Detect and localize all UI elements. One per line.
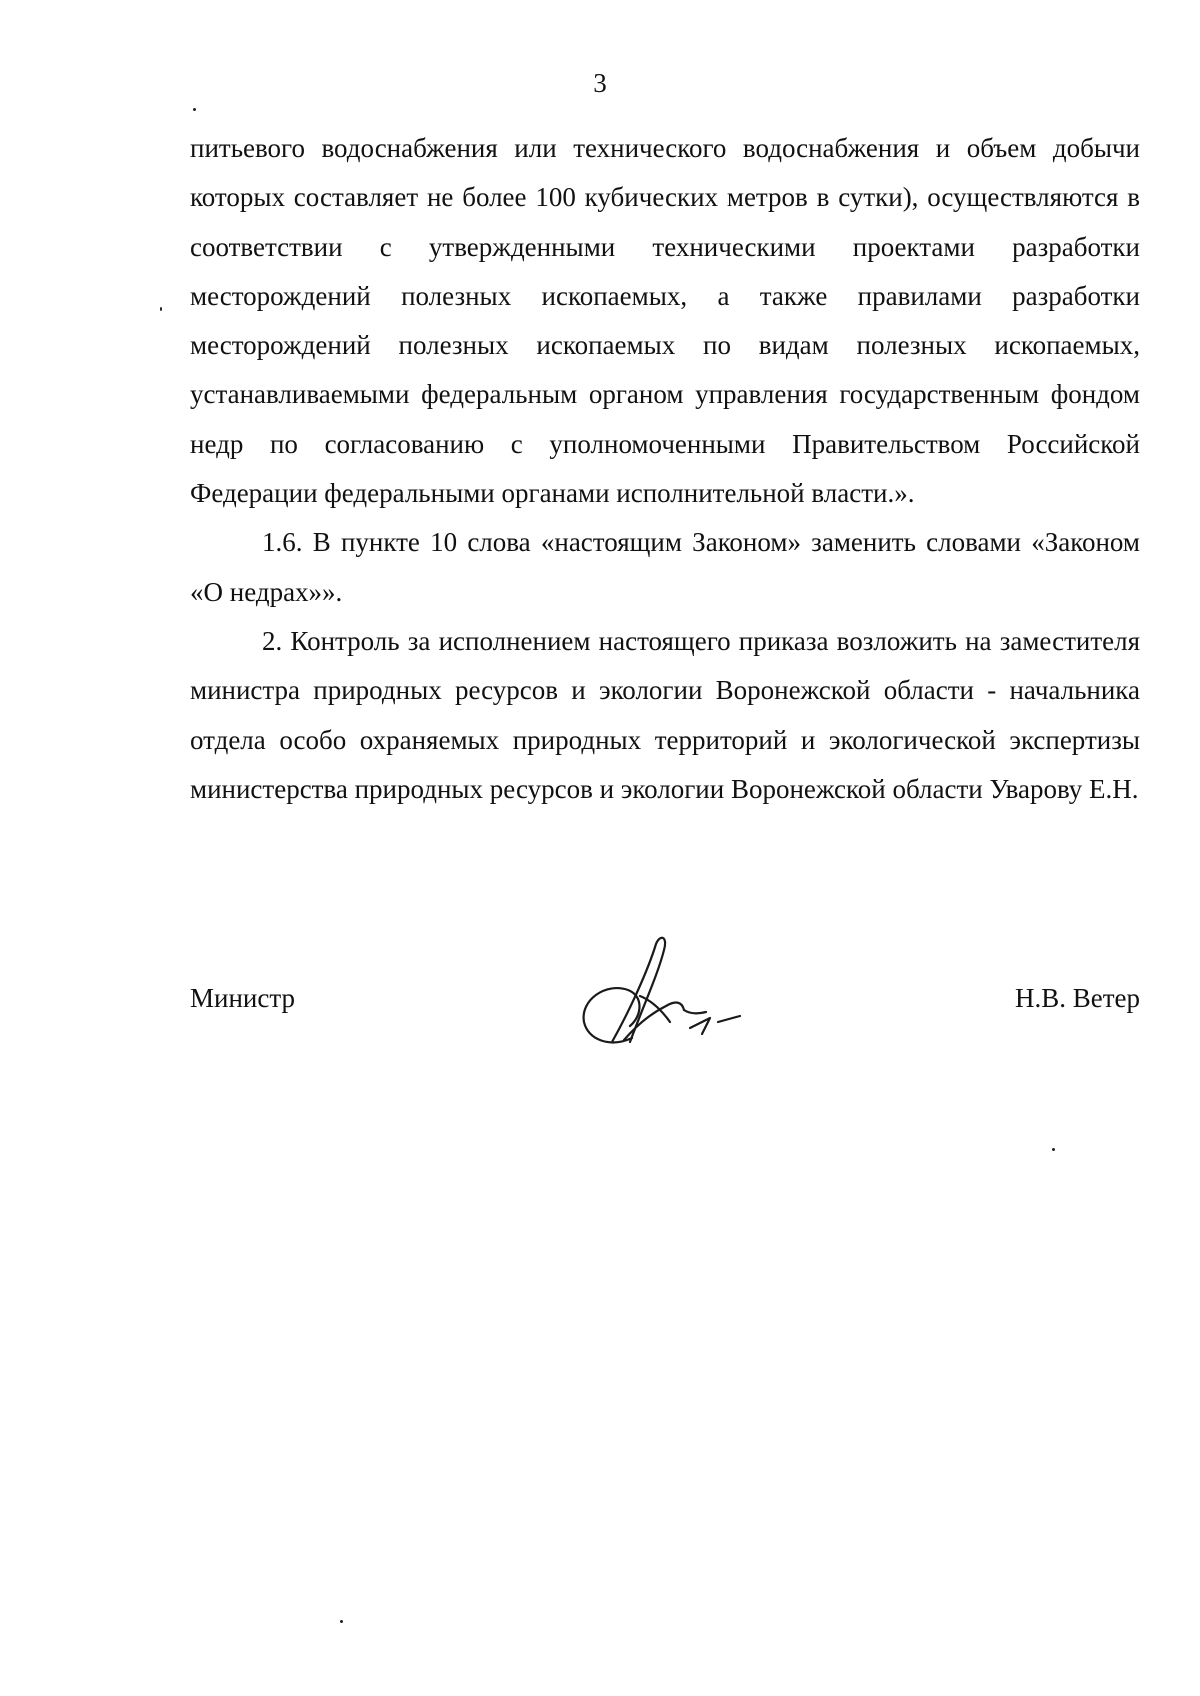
signer-title: Министр: [190, 983, 295, 1013]
paragraph-item-2: 2. Контроль за исполнением настоящего приказа возложить на заместителя министра природных ресурсов и экологии Воронежской области - начальника отдела особо охраняемых природных территорий и экологической экспертизы министерства природных ресурсов и экологии Воронежской области Уварову Е.Н.: [190, 625, 1140, 804]
paragraph-continuation: питьевого водоснабжения или технического водоснабжения и объем добычи которых составляет не более 100 кубических метров в сутки), осуществляются в соответствии с утвержденными техническими проектами разработки месторождений полезных ископаемых, а также правилами разработки месторождений полезных ископаемых по видам полезных ископаемых, устанавливаемыми федеральным органом управления государственным фондом недр по согласованию с уполномоченными Правительством Российской Федерации федеральными органами исполнительной власти.».: [190, 133, 1140, 509]
scan-speck: [340, 1620, 343, 1623]
scan-speck: [193, 108, 196, 111]
signer-name: Н.В. Ветер: [1014, 983, 1140, 1013]
document-body: [190, 124, 1140, 814]
handwritten-signature-icon: [570, 930, 750, 1065]
scan-speck: [160, 307, 162, 311]
paragraph-item-1-6: 1.6. В пункте 10 слова «настоящим Законом» заменить словами «Законом «О недрах»».: [190, 527, 1140, 607]
page-number: 3: [593, 68, 607, 98]
scan-speck: [1052, 1148, 1055, 1151]
